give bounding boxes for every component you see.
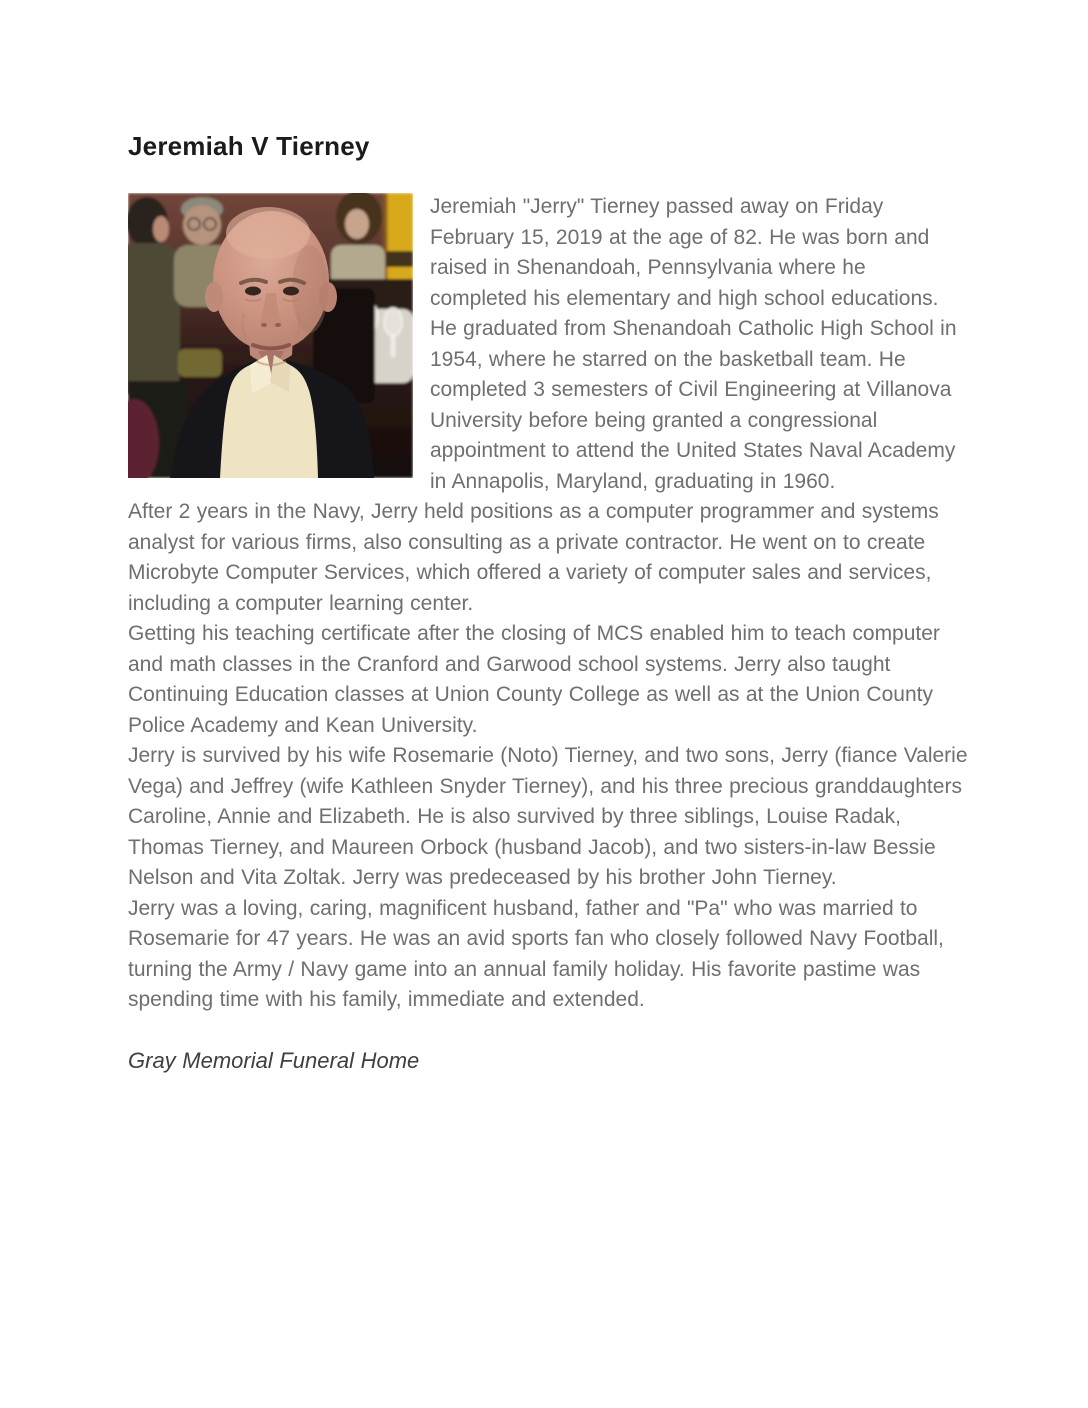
obituary-body <box>128 192 968 1076</box>
portrait-photo-illustration <box>128 193 413 478</box>
obituary-paragraph-2: After 2 years in the Navy, Jerry held positions as a computer programmer and systems analyst for various firms, also consulting as a private contractor. He went on to create Microbyte Computer Services, which offered a variety of computer sales and services, including a computer learning center. <box>128 500 939 615</box>
obituary-paragraph-3: Getting his teaching certificate after the closing of MCS enabled him to teach computer and math classes in the Cranford and Garwood school systems. Jerry also taught Continuing Education classes at Union County College as well as at the Union County Police Academy and Kean University. <box>128 622 940 737</box>
portrait-photo <box>128 193 413 478</box>
obituary-paragraph-1: Jeremiah "Jerry" Tierney passed away on Friday February 15, 2019 at the age of 82. He was born and raised in Shenandoah, Pennsylvania where he completed his elementary and high school educations. He graduated from Shenandoah Catholic High School in 1954, where he starred on the basketball team. He completed 3 semesters of Civil Engineering at Villanova University before being granted a congressional appointment to attend the United States Naval Academy in Annapolis, Maryland, graduating in 1960. <box>430 195 957 493</box>
funeral-home-signature: Gray Memorial Funeral Home <box>128 1047 420 1073</box>
obituary-paragraph-5: Jerry was a loving, caring, magnificent husband, father and "Pa" who was married to Rosemarie for 47 years. He was an avid sports fan who closely followed Navy Football, turning the Army / Navy game into an annual family holiday. His favorite pastime was spending time with his family, immediate and extended. <box>128 896 944 1011</box>
page-title: Jeremiah V Tierney <box>128 131 370 161</box>
obituary-paragraph-4: Jerry is survived by his wife Rosemarie (Noto) Tierney, and two sons, Jerry (fiance Valerie Vega) and Jeffrey (wife Kathleen Snyder Tierney), and his three precious granddaughters Caroline, Annie and Elizabeth. He is also survived by three siblings, Louise Radak, Thomas Tierney, and Maureen Orbock (husband Jacob), and two sisters-in-law Bessie Nelson and Vita Zoltak. Jerry was predeceased by his brother John Tierney. <box>128 744 968 889</box>
